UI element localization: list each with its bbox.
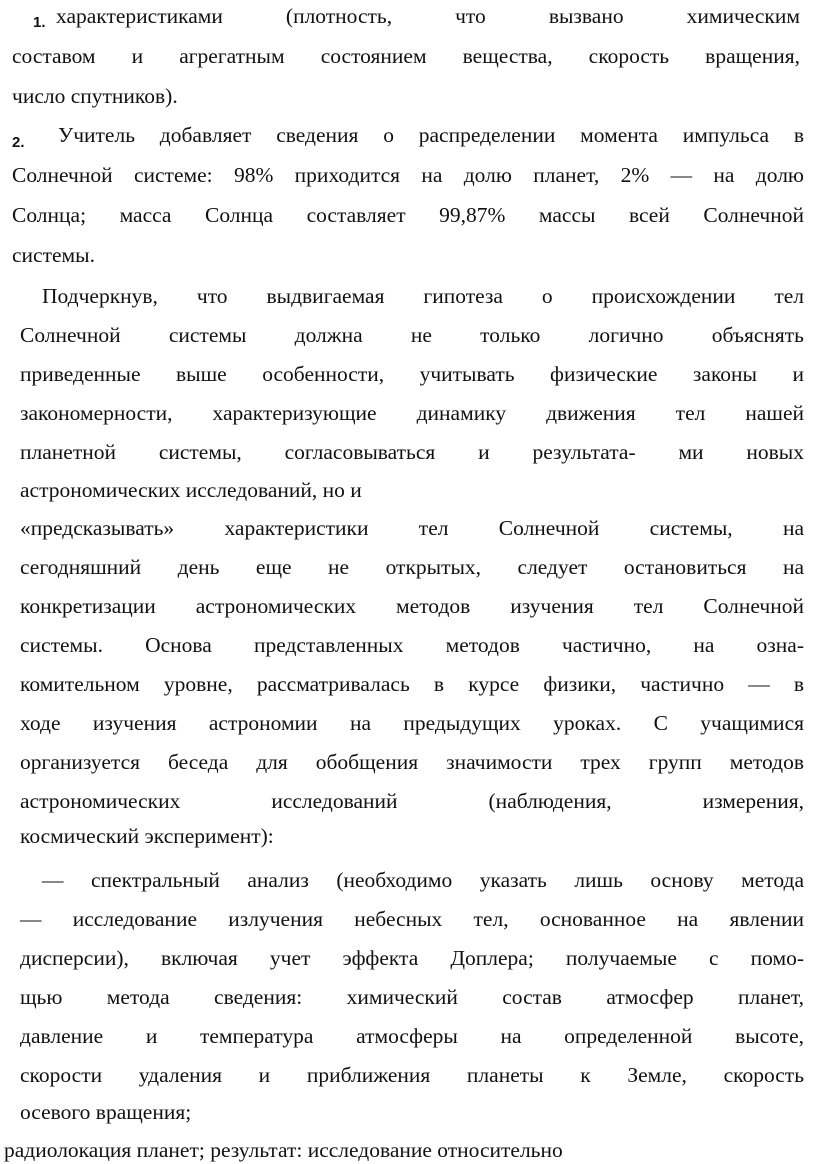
para-1-line-2: Солнечной системы должна не только логично объяснять bbox=[20, 323, 804, 347]
para-1-line-1: Подчеркнув, что выдвигаемая гипотеза о происхождении тел bbox=[42, 284, 804, 308]
para-1-line-13: организуется беседа для обобщения значимости трех групп методов bbox=[20, 750, 804, 774]
item-2-number: 2. bbox=[12, 134, 25, 151]
para-1-line-15: космический эксперимент): bbox=[20, 824, 274, 848]
para-2-line-2: — исследование излучения небесных тел, основанное на явлении bbox=[20, 907, 804, 931]
item-2-line-1: Учитель добавляет сведения о распределении момента импульса в bbox=[58, 123, 804, 147]
para-2-line-1: — спектральный анализ (необходимо указать лишь основу метода bbox=[42, 868, 804, 892]
para-1-line-7: «предсказывать» характеристики тел Солнечной системы, на bbox=[20, 516, 804, 540]
para-1-line-5: планетной системы, согласовываться и результата- ми новых bbox=[20, 440, 804, 464]
para-2-line-6: скорости удаления и приближения планеты к Земле, скорость bbox=[20, 1063, 804, 1087]
para-1-line-10: системы. Основа представленных методов частично, на озна- bbox=[20, 633, 804, 657]
item-2-line-2: Солнечной системе: 98% приходится на долю планет, 2% — на долю bbox=[12, 163, 804, 187]
para-1-line-12: ходе изучения астрономии на предыдущих уроках. С учащимися bbox=[20, 711, 804, 735]
item-1-line-3: число спутников). bbox=[12, 84, 178, 108]
item-1-line-2: составом и агрегатным состоянием вещества, скорость вращения, bbox=[12, 44, 800, 68]
para-1-line-3: приведенные выше особенности, учитывать физические законы и bbox=[20, 362, 804, 386]
para-1-line-11: комительном уровне, рассматривалась в курсе физики, частично — в bbox=[20, 672, 804, 696]
para-1-line-8: сегодняшний день еще не открытых, следует остановиться на bbox=[20, 555, 804, 579]
para-1-line-14: астрономических исследований (наблюдения, измерения, bbox=[20, 789, 804, 813]
last-line: радиолокация планет; результат: исследование относительно bbox=[4, 1138, 563, 1162]
para-2-line-3: дисперсии), включая учет эффекта Доплера; получаемые с помо- bbox=[20, 946, 804, 970]
item-1-number: 1. bbox=[33, 14, 46, 31]
item-2-line-3: Солнца; масса Солнца составляет 99,87% массы всей Солнечной bbox=[12, 203, 804, 227]
para-1-line-9: конкретизации астрономических методов изучения тел Солнечной bbox=[20, 594, 804, 618]
item-1-line-1: характеристиками (плотность, что вызвано химическим bbox=[56, 4, 800, 28]
para-2-line-5: давление и температура атмосферы на определенной высоте, bbox=[20, 1024, 804, 1048]
para-2-line-4: щью метода сведения: химический состав атмосфер планет, bbox=[20, 985, 804, 1009]
para-1-line-4: закономерности, характеризующие динамику движения тел нашей bbox=[20, 401, 804, 425]
para-2-line-7: осевого вращения; bbox=[20, 1100, 192, 1124]
para-1-line-6: астрономических исследований, но и bbox=[20, 478, 362, 502]
item-2-line-4: системы. bbox=[12, 243, 95, 267]
